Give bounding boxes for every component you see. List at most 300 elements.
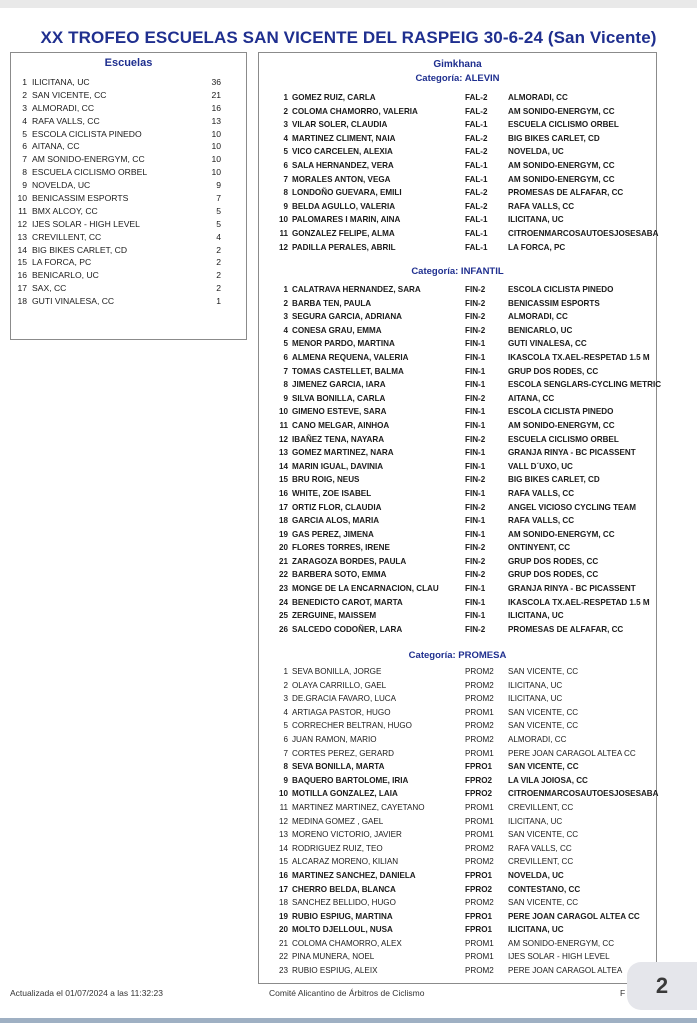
rider-category: FIN-1 — [465, 380, 486, 390]
rider-name: MARTINEZ SANCHEZ, DANIELA — [292, 870, 416, 880]
rider-club: ESCOLA CICLISTA PINEDO — [508, 407, 614, 417]
rider-name: DE.GRACIA FAVARO, LUCA — [292, 694, 397, 704]
gimkhana-panel — [258, 52, 662, 984]
result-rank: 3 — [283, 312, 288, 322]
result-rank: 10 — [278, 789, 288, 799]
rider-name: ALMENA REQUENA, VALERIA — [292, 352, 409, 362]
result-rank: 5 — [283, 721, 288, 731]
result-rank: 11 — [279, 802, 288, 812]
result-row — [259, 365, 656, 379]
result-row — [259, 609, 656, 623]
school-row — [11, 269, 246, 282]
committee-name: Comité Alicantino de Árbitros de Ciclismo — [269, 988, 425, 998]
school-rank: 12 — [17, 218, 27, 229]
result-row — [259, 159, 656, 173]
rider-club: ESCUELA CICLISMO ORBEL — [508, 120, 619, 130]
rider-category: FAL-2 — [465, 188, 488, 198]
rider-club: GRUP DOS RODES, CC — [508, 570, 599, 580]
rider-club: PROMESAS DE ALFAFAR, CC — [508, 624, 624, 634]
rider-club: ALMORADI, CC — [508, 312, 568, 322]
rider-name: ZARAGOZA BORDES, PAULA — [292, 556, 407, 566]
rider-club: AM SONIDO-ENERGYM, CC — [508, 106, 615, 116]
school-name: BENICARLO, UC — [32, 270, 99, 281]
result-rank: 14 — [278, 461, 288, 471]
rider-name: SEGURA GARCIA, ADRIANA — [292, 312, 403, 322]
result-rank: 3 — [283, 120, 288, 130]
result-rank: 8 — [283, 188, 288, 198]
rider-club: IKASCOLA TX.AEL-RESPETAD 1.5 M — [508, 352, 650, 362]
rider-name: ALCARAZ MORENO, KILIAN — [292, 857, 399, 867]
rider-category: FIN-1 — [465, 448, 486, 458]
rider-category: FIN-1 — [465, 584, 486, 594]
result-row — [259, 378, 662, 392]
rider-name: MOLTO DJELLOUL, NUSA — [292, 925, 393, 935]
school-name: AM SONIDO-ENERGYM, CC — [32, 154, 145, 165]
rider-category: FIN-2 — [465, 434, 486, 444]
school-name: SAX, CC — [32, 283, 67, 294]
result-rank: 24 — [278, 597, 288, 607]
rider-club: BENICARLO, UC — [508, 325, 573, 335]
rider-name: PALOMARES I MARIN, AINA — [292, 215, 401, 225]
rider-name: CORRECHER BELTRAN, HUGO — [292, 721, 412, 731]
school-points: 7 — [216, 193, 221, 204]
school-row — [11, 256, 246, 269]
rider-club: VALL D´UXO, UC — [508, 461, 573, 471]
school-rank: 6 — [22, 141, 27, 152]
result-row — [259, 815, 656, 829]
rider-club: CONTESTANO, CC — [508, 884, 581, 894]
rider-club: ESCOLA SENGLARS-CYCLING METRIC — [508, 380, 662, 390]
category-header-infantil: Categoría: INFANTIL — [411, 266, 504, 277]
result-row — [259, 297, 656, 311]
result-rank: 7 — [283, 174, 288, 184]
result-rank: 10 — [278, 407, 288, 417]
rider-club: LA FORCA, PC — [508, 242, 566, 252]
school-points: 1 — [216, 296, 221, 307]
result-rank: 19 — [278, 529, 288, 539]
school-row — [11, 128, 246, 141]
result-row — [259, 433, 656, 447]
rider-name: GOMEZ MARTINEZ, NARA — [292, 448, 394, 458]
page-number-badge: 2 — [627, 962, 697, 1010]
rider-category: PROM2 — [465, 898, 494, 908]
rider-club: PROMESAS DE ALFAFAR, CC — [508, 188, 624, 198]
school-row — [11, 192, 246, 205]
rider-category: FIN-2 — [465, 325, 486, 335]
rider-club: IKASCOLA TX.AEL-RESPETAD 1.5 M — [508, 597, 650, 607]
rider-category: FIN-1 — [465, 529, 486, 539]
rider-category: FAL-2 — [465, 147, 488, 157]
rider-category: FAL-1 — [465, 120, 488, 130]
school-points: 36 — [211, 77, 221, 87]
school-row — [11, 179, 246, 192]
rider-name: COLOMA CHAMORRO, ALEX — [292, 938, 402, 948]
rider-category: FIN-2 — [465, 502, 486, 512]
rider-name: BENEDICTO CAROT, MARTA — [292, 597, 403, 607]
rider-club: AM SONIDO-ENERGYM, CC — [508, 420, 615, 430]
rider-category: PROM2 — [465, 857, 494, 867]
result-row — [259, 213, 656, 227]
result-row — [259, 118, 656, 132]
rider-category: PROM2 — [465, 966, 494, 976]
rider-name: VILAR SOLER, CLAUDIA — [292, 120, 388, 130]
rider-category: PROM2 — [465, 734, 494, 744]
result-row — [259, 964, 656, 978]
rider-name: JIMENEZ GARCIA, IARA — [292, 380, 386, 390]
school-name: AITANA, CC — [32, 141, 80, 152]
rider-category: FAL-2 — [465, 201, 488, 211]
result-row — [259, 801, 656, 815]
rider-name: MOTILLA GONZALEZ, LAIA — [292, 789, 398, 799]
rider-club: CITROENMARCOSAUTOESJOSESABA — [508, 228, 659, 238]
rider-club: ILICITANA, UC — [508, 611, 564, 621]
result-row — [259, 869, 656, 883]
school-rank: 18 — [17, 296, 27, 307]
school-name: ESCOLA CICLISTA PINEDO — [32, 128, 142, 139]
result-rank: 10 — [278, 215, 288, 225]
school-points: 2 — [216, 270, 221, 281]
rider-category: FIN-2 — [465, 556, 486, 566]
rider-category: FAL-1 — [465, 215, 488, 225]
result-row — [259, 665, 656, 679]
result-row — [259, 173, 656, 187]
rider-category: FAL-1 — [465, 228, 488, 238]
result-rank: 21 — [278, 556, 288, 566]
rider-name: OLAYA CARRILLO, GAEL — [292, 680, 387, 690]
school-name: RAFA VALLS, CC — [32, 115, 100, 126]
result-rank: 1 — [283, 667, 288, 676]
rider-club: SAN VICENTE, CC — [508, 830, 579, 840]
gimkhana-header: Gimkhana — [433, 59, 482, 70]
school-points: 10 — [211, 167, 221, 178]
rider-name: IBAÑEZ TENA, NAYARA — [292, 434, 385, 444]
school-row — [11, 102, 246, 115]
rider-name: MORALES ANTON, VEGA — [292, 174, 391, 184]
school-rank: 16 — [17, 270, 27, 281]
result-rank: 23 — [278, 966, 288, 976]
rider-name: MEDINA GOMEZ , GAEL — [292, 816, 384, 826]
rider-category: FPRO2 — [465, 789, 492, 799]
result-row — [259, 91, 656, 105]
rider-name: PINA MUNERA, NOEL — [292, 952, 375, 962]
rider-category: FIN-2 — [465, 298, 486, 308]
result-rank: 8 — [283, 762, 288, 772]
top-bar — [0, 0, 697, 8]
rider-club: ILICITANA, UC — [508, 694, 563, 704]
rider-category: FIN-2 — [465, 475, 486, 485]
rider-category: FIN-2 — [465, 570, 486, 580]
result-row — [259, 706, 656, 720]
result-row — [259, 719, 656, 733]
rider-category: PROM1 — [465, 830, 494, 840]
school-row — [11, 153, 246, 166]
result-rank: 13 — [278, 830, 288, 840]
rider-category: FIN-1 — [465, 488, 486, 498]
result-row — [259, 855, 656, 869]
rider-club: RAFA VALLS, CC — [508, 516, 575, 526]
rider-club: RAFA VALLS, CC — [508, 201, 575, 211]
rider-category: FIN-2 — [465, 543, 486, 553]
rider-category: FIN-1 — [465, 407, 486, 417]
rider-category: PROM1 — [465, 816, 494, 826]
result-rank: 20 — [278, 925, 288, 935]
schools-header: Escuelas — [104, 57, 153, 69]
rider-name: CANO MELGAR, AINHOA — [292, 420, 390, 430]
rider-category: FIN-1 — [465, 516, 486, 526]
result-row — [259, 283, 656, 297]
rider-club: AM SONIDO-ENERGYM, CC — [508, 938, 615, 948]
rider-club: RAFA VALLS, CC — [508, 488, 575, 498]
rider-club: BIG BIKES CARLET, CD — [508, 133, 600, 143]
result-row — [259, 760, 656, 774]
rider-club: SAN VICENTE, CC — [508, 667, 579, 676]
result-row — [259, 227, 659, 241]
rider-club: ANGEL VICIOSO CYCLING TEAM — [508, 502, 637, 512]
rider-name: GONZALEZ FELIPE, ALMA — [292, 228, 395, 238]
result-row — [259, 937, 656, 951]
result-rank: 12 — [278, 816, 288, 826]
school-points: 10 — [211, 154, 221, 165]
school-name: CREVILLENT, CC — [32, 231, 102, 242]
rider-category: FPRO1 — [465, 911, 492, 921]
school-row — [11, 282, 246, 295]
school-points: 2 — [216, 244, 221, 255]
rider-name: RUBIO ESPIUG, MARTINA — [292, 911, 393, 921]
rider-name: BARBERA SOTO, EMMA — [292, 570, 387, 580]
result-rank: 18 — [278, 898, 288, 908]
result-row — [259, 105, 656, 119]
result-row — [259, 419, 656, 433]
rider-category: FPRO1 — [465, 925, 492, 935]
result-row — [259, 473, 656, 487]
result-rank: 2 — [283, 106, 288, 116]
school-points: 5 — [216, 205, 221, 216]
result-rank: 26 — [278, 624, 288, 634]
result-row — [259, 446, 656, 460]
category-list-alevin — [259, 91, 659, 254]
school-points: 4 — [216, 231, 221, 242]
rider-club: BIG BIKES CARLET, CD — [508, 475, 600, 485]
rider-category: FIN-1 — [465, 461, 486, 471]
rider-club: PERE JOAN CARAGOL ALTEA CC — [508, 748, 636, 758]
school-rank: 9 — [22, 180, 27, 191]
school-row — [11, 115, 246, 128]
result-rank: 17 — [278, 502, 288, 512]
result-row — [259, 883, 656, 897]
rider-club: CITROENMARCOSAUTOESJOSESABA — [508, 789, 659, 799]
rider-club: ESCUELA CICLISMO ORBEL — [508, 434, 619, 444]
rider-name: BARBA TEN, PAULA — [292, 298, 372, 308]
result-row — [259, 596, 656, 610]
rider-name: LONDOÑO GUEVARA, EMILI — [292, 188, 402, 198]
result-rank: 4 — [283, 133, 288, 143]
result-row — [259, 241, 656, 255]
result-row — [259, 351, 656, 365]
school-name: NOVELDA, UC — [32, 180, 91, 191]
rider-category: FAL-2 — [465, 133, 488, 143]
result-row — [259, 623, 656, 637]
result-row — [259, 733, 656, 747]
school-points: 2 — [216, 283, 221, 294]
rider-club: LA VILA JOIOSA, CC — [508, 775, 588, 785]
result-rank: 25 — [278, 611, 288, 621]
rider-club: ILICITANA, UC — [508, 680, 563, 690]
result-row — [259, 405, 656, 419]
school-rank: 8 — [22, 167, 27, 178]
result-rank: 7 — [283, 366, 288, 376]
rider-name: SEVA BONILLA, JORGE — [292, 667, 382, 676]
rider-club: SAN VICENTE, CC — [508, 721, 579, 731]
school-name: ESCUELA CICLISMO ORBEL — [32, 167, 148, 178]
rider-club: SAN VICENTE, CC — [508, 762, 579, 772]
result-row — [259, 460, 656, 474]
school-row — [11, 140, 246, 153]
rider-club: ALMORADI, CC — [508, 93, 568, 102]
rider-club: ILICITANA, UC — [508, 215, 564, 225]
result-rank: 12 — [278, 242, 288, 252]
result-rank: 21 — [278, 938, 288, 948]
rider-club: GUTI VINALESA, CC — [508, 339, 587, 349]
school-rank: 3 — [22, 102, 27, 113]
rider-club: AITANA, CC — [508, 393, 555, 403]
result-rank: 3 — [283, 694, 288, 704]
rider-name: SILVA BONILLA, CARLA — [292, 393, 386, 403]
result-rank: 22 — [278, 570, 288, 580]
rider-name: RODRIGUEZ RUIZ, TEO — [292, 843, 383, 853]
result-row — [259, 337, 656, 351]
school-rank: 5 — [22, 128, 27, 139]
result-rank: 4 — [283, 325, 288, 335]
schools-list — [11, 76, 246, 308]
result-row — [259, 392, 656, 406]
rider-club: NOVELDA, UC — [508, 870, 564, 880]
result-rank: 6 — [283, 352, 288, 362]
rider-name: MARIN IGUAL, DAVINIA — [292, 461, 384, 471]
result-row — [259, 582, 656, 596]
school-points: 16 — [211, 102, 221, 113]
school-name: BMX ALCOY, CC — [32, 205, 98, 216]
rider-name: CHERRO BELDA, BLANCA — [292, 884, 396, 894]
result-rank: 9 — [283, 201, 288, 211]
rider-category: PROM2 — [465, 667, 494, 676]
rider-name: MONGE DE LA ENCARNACION, CLAU — [292, 584, 439, 594]
school-row — [11, 76, 246, 89]
school-name: IJES SOLAR - HIGH LEVEL — [32, 218, 140, 229]
rider-category: FAL-2 — [465, 106, 488, 116]
rider-club: AM SONIDO-ENERGYM, CC — [508, 160, 615, 170]
school-points: 13 — [211, 115, 221, 126]
result-rank: 12 — [278, 434, 288, 444]
rider-name: BRU ROIG, NEUS — [292, 475, 360, 485]
rider-category: PROM1 — [465, 707, 494, 717]
category-list-infantil — [259, 283, 662, 636]
school-row — [11, 166, 246, 179]
rider-category: FIN-1 — [465, 366, 486, 376]
result-row — [259, 324, 656, 338]
rider-category: PROM1 — [465, 802, 494, 812]
school-points: 10 — [211, 141, 221, 152]
category-header-promesa: Categoría: PROMESA — [408, 650, 507, 661]
rider-category: PROM1 — [465, 938, 494, 948]
rider-category: PROM1 — [465, 952, 494, 962]
rider-club: CREVILLENT, CC — [508, 802, 574, 812]
rider-name: BAQUERO BARTOLOME, IRIA — [292, 775, 409, 785]
school-points: 2 — [216, 257, 221, 268]
school-rank: 2 — [22, 89, 27, 100]
result-row — [259, 528, 656, 542]
result-rank: 11 — [279, 420, 288, 430]
rider-name: MORENO VICTORIO, JAVIER — [292, 830, 402, 840]
result-rank: 22 — [278, 952, 288, 962]
rider-name: SALA HERNANDEZ, VERA — [292, 160, 394, 170]
rider-category: PROM2 — [465, 843, 494, 853]
result-row — [259, 896, 656, 910]
result-row — [259, 692, 656, 706]
updated-timestamp: Actualizada el 01/07/2024 a las 11:32:23 — [10, 988, 163, 998]
school-rank: 15 — [17, 257, 27, 268]
result-row — [259, 514, 656, 528]
category-list-promesa — [259, 665, 659, 978]
rider-name: JUAN RAMON, MARIO — [292, 734, 377, 744]
school-name: BENICASSIM ESPORTS — [32, 193, 129, 204]
rider-category: PROM1 — [465, 748, 494, 758]
result-rank: 5 — [283, 147, 288, 157]
rider-category: FAL-1 — [465, 160, 488, 170]
rider-club: GRUP DOS RODES, CC — [508, 366, 599, 376]
result-row — [259, 310, 656, 324]
result-row — [259, 555, 656, 569]
rider-category: FPRO1 — [465, 870, 492, 880]
rider-name: PADILLA PERALES, ABRIL — [292, 242, 396, 252]
rider-category: FPRO2 — [465, 884, 492, 894]
school-rank: 10 — [17, 193, 27, 204]
rider-club: CREVILLENT, CC — [508, 857, 574, 867]
school-row — [11, 89, 246, 102]
result-row — [259, 186, 656, 200]
result-row — [259, 842, 656, 856]
rider-name: COLOMA CHAMORRO, VALERIA — [292, 106, 418, 116]
rider-club: SAN VICENTE, CC — [508, 707, 579, 717]
school-rank: 14 — [17, 244, 27, 255]
rider-name: VICO CARCELEN, ALEXIA — [292, 147, 393, 157]
rider-category: FIN-1 — [465, 352, 486, 362]
school-row — [11, 231, 246, 244]
rider-name: MARTINEZ MARTINEZ, CAYETANO — [292, 802, 425, 812]
rider-name: WHITE, ZOE ISABEL — [292, 488, 372, 498]
result-rank: 2 — [283, 680, 288, 690]
school-rank: 17 — [17, 283, 27, 294]
rider-name: MARTINEZ CLIMENT, NAIA — [292, 133, 396, 143]
rider-category: PROM2 — [465, 721, 494, 731]
result-row — [259, 501, 656, 515]
result-rank: 1 — [283, 285, 288, 294]
rider-club: ILICITANA, UC — [508, 816, 563, 826]
rider-category: FPRO1 — [465, 762, 492, 772]
result-row — [259, 923, 656, 937]
result-rank: 13 — [278, 448, 288, 458]
rider-club: RAFA VALLS, CC — [508, 843, 572, 853]
school-rank: 1 — [22, 77, 27, 87]
result-rank: 17 — [278, 884, 288, 894]
rider-category: PROM2 — [465, 694, 494, 704]
school-name: ILICITANA, UC — [32, 77, 90, 87]
rider-name: GAS PEREZ, JIMENA — [292, 529, 374, 539]
result-rank: 2 — [283, 298, 288, 308]
rider-category: FIN-2 — [465, 393, 486, 403]
result-row — [259, 200, 656, 214]
schools-panel — [10, 52, 247, 340]
result-rank: 1 — [283, 93, 288, 102]
